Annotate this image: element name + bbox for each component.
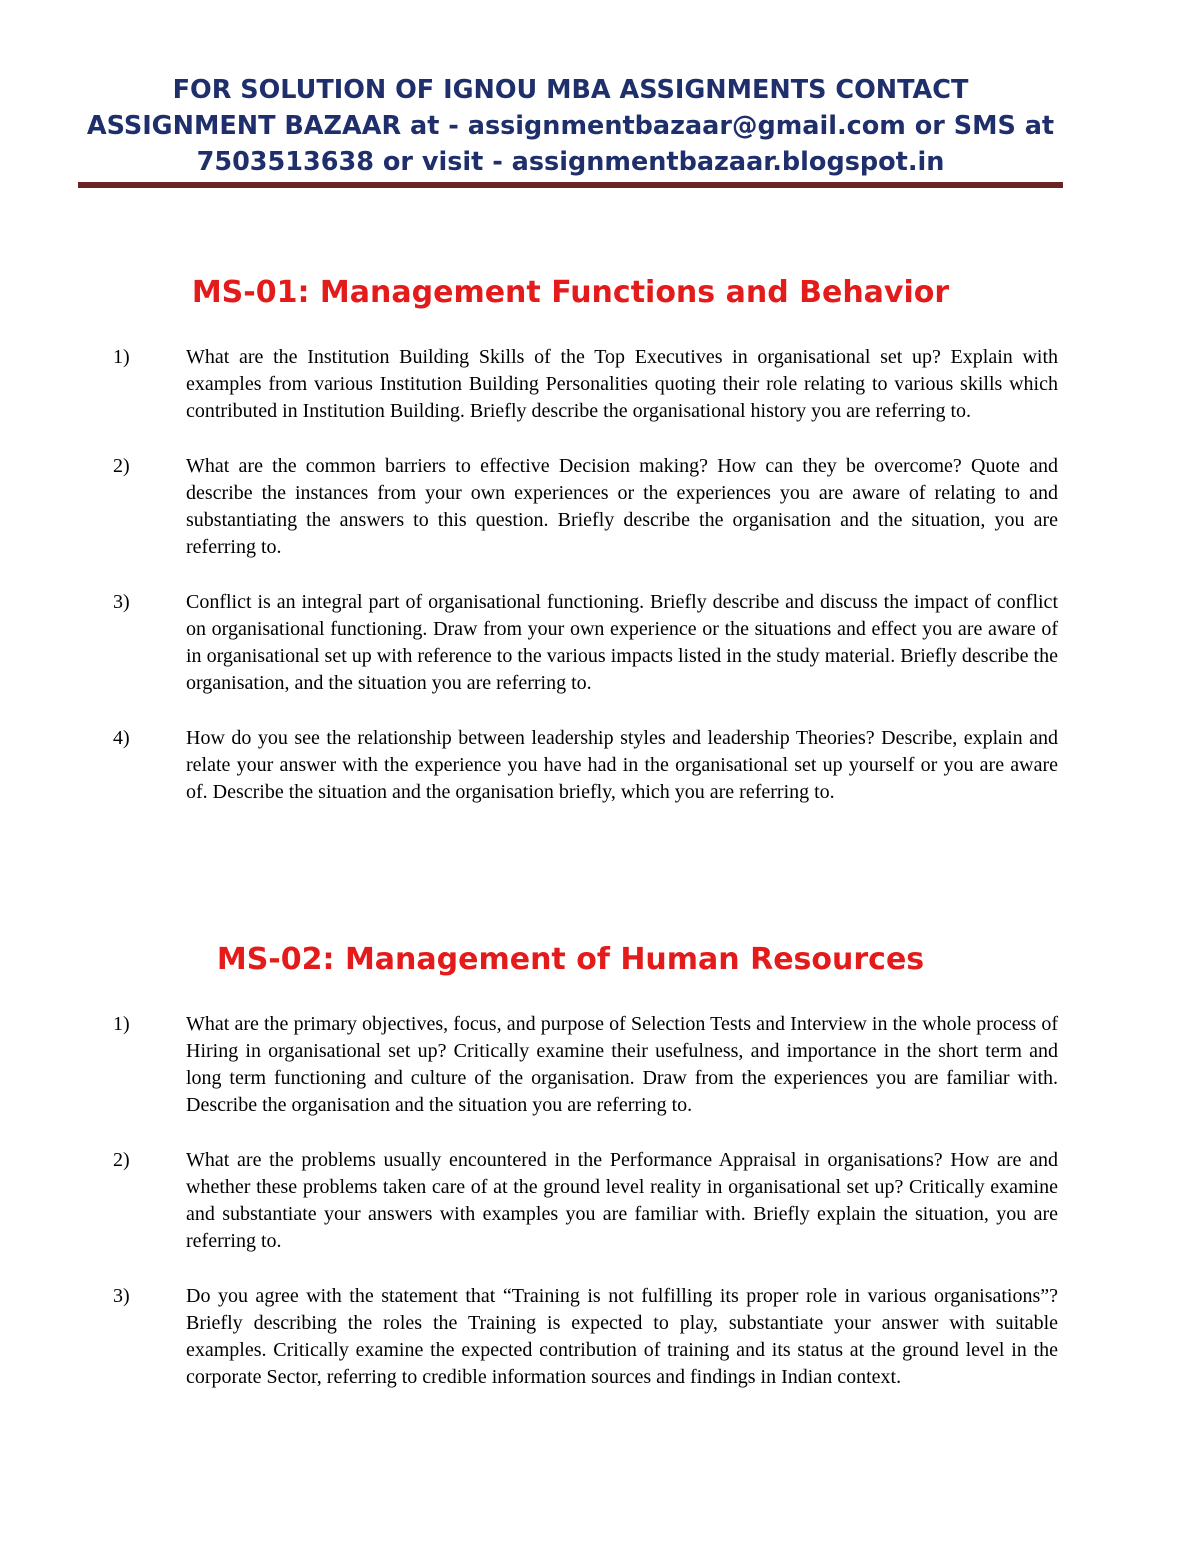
question-number: 3) [113, 591, 130, 613]
question-text: What are the common barriers to effective Decision making? How can they be overcome? Quote and describe the instances from your own experiences or the experiences you are aware of relating to and substantiating the answers to this question. Briefly describe the organisation and the situation, you are referring to. [186, 455, 1058, 558]
question-number: 2) [113, 455, 130, 477]
question-list-ms01 [113, 344, 1058, 834]
header-divider [78, 182, 1063, 188]
contact-header: FOR SOLUTION OF IGNOU MBA ASSIGNMENTS CONTACT ASSIGNMENT BAZAAR at - assignmentbazaar@gmail.com or SMS at 7503513638 or visit - assignmentbazaar.blogspot.in [86, 75, 1055, 177]
question-item [113, 1283, 1058, 1391]
section-title-ms01: MS-01: Management Functions and Behavior [191, 275, 950, 310]
question-item [113, 1147, 1058, 1255]
question-text: What are the problems usually encountered in the Performance Appraisal in organisations? How are and whether these problems taken care of at the ground level reality in organisational set up? Critically examine and substantiate your answers with examples you are familiar with. Briefly explain the situation, you are referring to. [186, 1149, 1058, 1252]
question-number: 2) [113, 1149, 130, 1171]
question-number: 1) [113, 1013, 130, 1035]
question-text: What are the primary objectives, focus, and purpose of Selection Tests and Interview in the whole process of Hiring in organisational set up? Critically examine their usefulness, and importance in the short term and long term functioning and culture of the organisation. Draw from the experiences you are familiar with. Describe the organisation and the situation you are referring to. [186, 1013, 1058, 1116]
section-title-ms02: MS-02: Management of Human Resources [216, 942, 925, 977]
question-item [113, 344, 1058, 425]
question-item [113, 1011, 1058, 1119]
question-number: 4) [113, 727, 130, 749]
question-item [113, 725, 1058, 806]
question-number: 1) [113, 346, 130, 368]
question-text: What are the Institution Building Skills of the Top Executives in organisational set up? Explain with examples from various Institution Building Personalities quoting their role relating to various skills which contributed in Institution Building. Briefly describe the organisational history you are referring to. [186, 346, 1058, 422]
question-text: Conflict is an integral part of organisational functioning. Briefly describe and discuss the impact of conflict on organisational functioning. Draw from your own experience or the situations and effect you are aware of in organisational set up with reference to the various impacts listed in the study material. Briefly describe the organisation, and the situation you are referring to. [186, 591, 1058, 694]
question-item [113, 589, 1058, 697]
question-text: How do you see the relationship between leadership styles and leadership Theories? Describe, explain and relate your answer with the experience you have had in the organisational set up yourself or you are aware of. Describe the situation and the organisation briefly, which you are referring to. [186, 727, 1058, 803]
question-item [113, 453, 1058, 561]
question-number: 3) [113, 1285, 130, 1307]
question-list-ms02 [113, 1011, 1058, 1419]
question-text: Do you agree with the statement that “Training is not fulfilling its proper role in various organisations”? Briefly describing the roles the Training is expected to play, substantiate your answer with suitable examples. Critically examine the expected contribution of training and its status at the ground level in the corporate Sector, referring to credible information sources and findings in Indian context. [186, 1285, 1058, 1388]
